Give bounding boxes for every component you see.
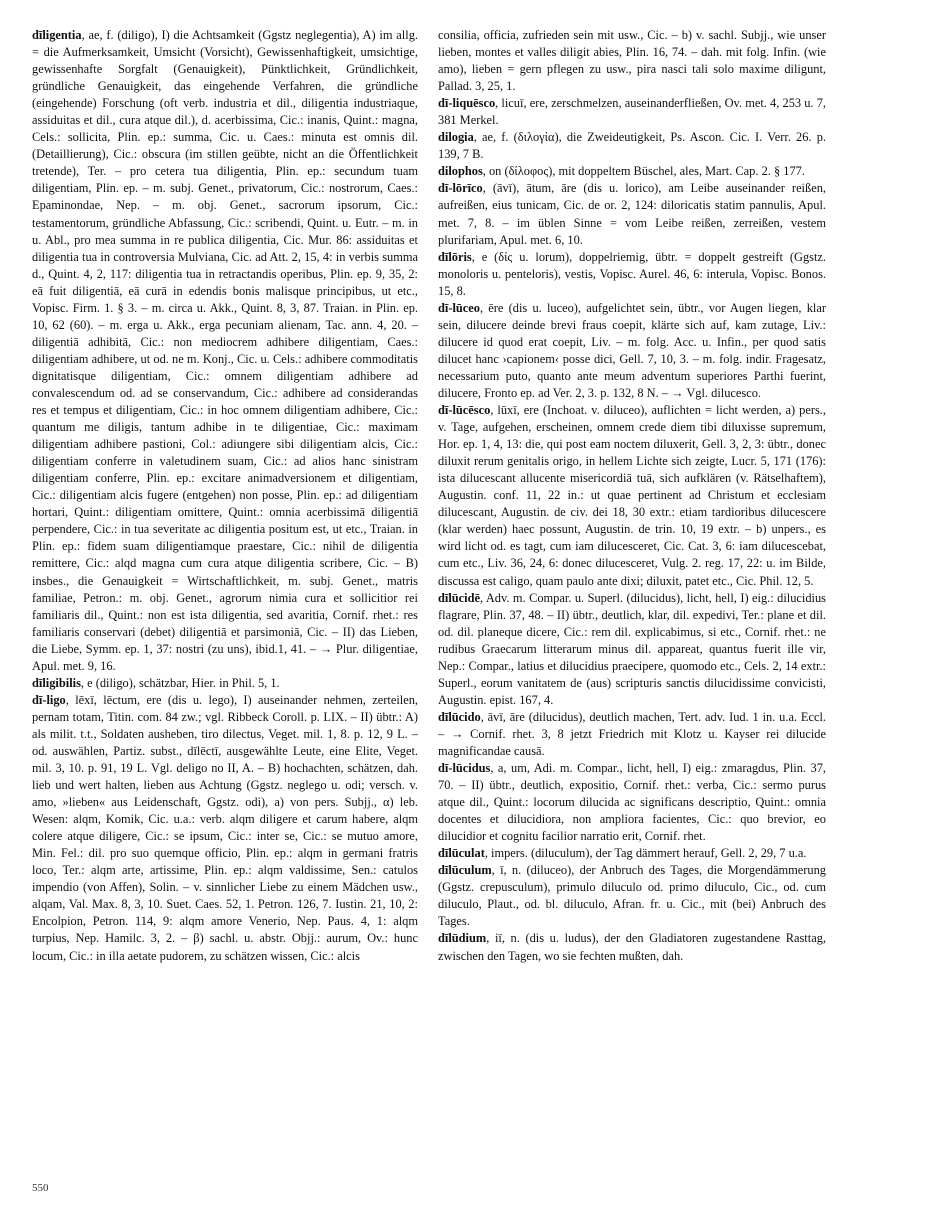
- entry-dilophos: [438, 163, 826, 180]
- entry-text: , ae, f. (διλογία), die Zweideutigkeit, Ps. Ascon. Cic. I. Verr. 26. p. 139, 7 B.: [438, 130, 826, 162]
- entry-text: , ī, n. (diluceo), der Anbruch des Tages, die Morgendämmerung (Ggstz. crepusculum), primulo diluculo od. primo diluculo, Cic., od. cum diluculo, Plaut., od. bl. diluculo, Afran. fr. u. Cic., mit (bei) Anbruch des Tages.: [438, 863, 826, 929]
- entry-text: , impers. (diluculum), der Tag dämmert herauf, Gell. 2, 29, 7 u.a.: [484, 846, 807, 861]
- right-column: [438, 27, 826, 965]
- entry-lemma: dīlūculum: [438, 863, 492, 878]
- entry-text: , e (δίς u. lorum), doppelriemig, übtr. = doppelt gestreift (Ggstz. monoloris u. penteloris), vestis, Vopisc. Aurel. 46, 6: interula, Vopisc. Bonos. 15, 8.: [438, 249, 826, 298]
- entry-diluculat: [438, 845, 826, 862]
- entry-lemma: dīlōris: [438, 249, 472, 264]
- entry-lemma: dī-lūcidus: [438, 761, 491, 776]
- entry-lemma: dīlūculat: [438, 846, 485, 861]
- entry-text: , lūxī, ere (Inchoat. v. diluceo), auflichten = licht werden, a) pers., v. Tage, aufgehen, erscheinen, omnem crede diem tibi diluxisse supremum, Hor. ep. 1, 4, 13: die, qui post eam noctem diluxerit, Gell. 3, 2, 3: übtr., donec diluxit rerum genitalis origo, in hellem Lichte sich zeigte, Lucr. 5, 171 (176): ista dilucescant allucente misericordiā tuā, sich aufklären (v. Rätselhaftem), Augustin. conf. 11, 22 in.: ut quae pertinent ad Christum et ecclesiam dilucescant, Augustin. de civ. dei 18, 30 extr.: etiam tardioribus dilucescere (klar werden) haec possunt, Augustin. de trin. 10, 19 extr. – b) unpers., es wird licht od. es tagt, cum iam dilucesceret, Cic. Cat. 3, 6: iam dilucescebat, cum etc., Liv. 36, 24, 6: donec dilucesceret, Vulg. 2. reg. 17, 22: u. im Bilde, discussa est caligo, quam paulo ante dixi; diluxit, patet etc., Cic. Phil. 12, 5.: [438, 403, 826, 588]
- entry-text: , ae, f. (diligo), I) die Achtsamkeit (Ggstz neglegentia), A) im allg. = die Aufmerksamkeit, Umsicht (Vorsicht), Gewissenhaftigkeit, umsichtige, gewissenhafte Sorgfalt (Genauigkeit), Pünktlichkeit, Gründlichkeit, gründliche Genauigkeit, das eingehende Verfahren, die gründliche (eingehende) Forschung (oft verb. industria et dil., diligentia industriaque, assiduitas et dil., cura atque dil.), d. acerbissima, Cic.: inanis, Quint.: magna, Cels.: sollicita, Plin. ep.: summa, Cic. u. Caes.: minuta est omnis dil. (Detaillierung), Cic.: obscura (im stillen geübte, nicht an die Öffentlichkeit tretende), Ter. – pro cetera tua diligentia, Plin. ep.: secundum tuam diligentiam, Plin. ep. – m. subj. Genet., privatorum, Cic.: nostrorum, Caes.: Epaminondae, Nep. – m. obj. Genet., sacrorum ipsorum, Cic.: testamentorum, gründliche Abfassung, Cic.: scribendi, Quint. u. Eutr. – m. in u. Abl., pro mea summa in re publica diligentia, Cic. Mur. 86: assiduitas et diligentia tua in controversia Mulviana, Cic. ad Att. 2, 15, 4: in verbis summa d., Quint. 4, 2, 117: diligentia tua in retractandis operibus, Plin. ep. 9, 35, 2: eā fuit diligentiā, eā curā in edendis bonis malisque principibus, ut etc., Vopisc. Firm. 1. § 3. – m. circa u. Akk., Quint. 8, 3, 87. Traian. in Plin. ep. 10, 62 (60). – m. erga u. Akk., erga pecuniam alienam, Tac. ann. 4, 20. – diligentiā adhibitā, Cic.: non mediocrem adhibere diligentiam, Caes.: diligentiam adhibere, ut od. ne m. Konj., Cic. u. Cels.: adhibere commoditatis dignitatisque diligentiam, Cic.: omnem diligentiam adhibere ad convalescendum od. ad se conservandum, Cic.: adhibere ad considerandas res et tempus et diligentiam, Cic.: in hoc omnem diligentiam adhibere, Cic.: quantum me diligis, tantum adhibe in te diligentiae, Cic.: maximam diligentiam adhibere pastioni, Col.: adiungere sibi diligentiam alcis, Cic.: diligentiam conferre in valetudinem suam, Cic.: ad alios hanc sinistram diligentiam conferre, Plin. ep.: excitare animadversionem et diligentiam, Cic.: diligentiam alcis fugere (entgehen) non posse, Plin. ep.: ad diligentiam hortari, Quint.: diligentiam omittere, Quint.: omnia acerbissimā diligentiā perpendere, Cic.: in tua severitate ac diligentia positum est, ut etc., Traian. in Plin. ep.: fidem suam diligentiamque praestare, Cic.: nihil de diligentia remittere, Cic.: alqd magna cum cura atque diligentia scribere, Cic. – B) insbes., die Genauigkeit = Wirtschaftlichkeit, m. subj. Genet., matris familiae, Petron.: m. obj. Genet., agrorum nimia cura et sollicitior rei familiaris dil., Quint.: non est ista diligentia, sed avaritia, Cornif. rhet.: res familiaris conservari (debet) diligentiā et parsimoniā, Cic. – II) das Lieben, die Liebe, Symm. ep. 1, 37: nostri (zu uns), ibid.1, 41. – → Plur. diligentiae, Apul. met. 9, 16.: [32, 28, 418, 673]
- entry-di-lorico: [438, 180, 826, 248]
- entry-dilucide: [438, 590, 826, 709]
- entry-di-luceo: [438, 300, 826, 402]
- entry-lemma: dī-ligo: [32, 692, 66, 707]
- entry-text: , on (δίλοφος), mit doppeltem Büschel, ales, Mart. Cap. 2. § 177.: [482, 164, 805, 179]
- entry-continuation: [438, 27, 826, 95]
- entry-text: consilia, officia, zufrieden sein mit usw., Cic. – b) v. sachl. Subjj., wie unser lieben, montes et valles diligit abies, Plin. 16, 74. – dah. mit folg. Infin. (wie amo), lieben = gern pflegen zu usw., pira nasci tali solo maxime diligunt, Pallad. 3, 25, 1.: [438, 28, 826, 94]
- entry-lemma: dīligibilis: [32, 675, 81, 690]
- entry-text: , iī, n. (dis u. ludus), der den Gladiatoren zugestandene Rasttag, zwischen den Tagen, wo sie fechten mußten, dah.: [438, 931, 826, 963]
- entry-text: , licuī, ere, zerschmelzen, auseinanderfließen, Ov. met. 4, 253 u. 7, 381 Merkel.: [438, 96, 826, 128]
- page-number: 550: [32, 1182, 49, 1194]
- entry-text: , āvī, āre (dilucidus), deutlich machen, Tert. adv. Iud. 1 in. u.a. Eccl. – → Cornif. rhet. 3, 8 jetzt Friedrich mit Klotz u. Kayser rei dilucide magnificandae causā.: [438, 709, 826, 758]
- entry-text: , Adv. m. Compar. u. Superl. (dilucidus), licht, hell, I) eig.: dilucidius flagrare, Plin. 37, 48. – II) übtr., deutlich, klar, dil. expedivi, Ter.: plane et dil. od. dil. planeque dicere, Cic.: rem dil. explicabimus, si etc., Cornif. rhet.: ne rudibus Graecarum litterarum minus dil. appareat, quantus fuerit ille vir, Nep.: Compar., latius et dilucidius praecipere, quomodo etc., Cels. 2, 14 extr.: Superl., eorum vanitatem de (aus) scripturis sanctis dilucidissime convicisti, Augustin. epist. 167, 4.: [438, 590, 826, 707]
- entry-di-lucesco: [438, 402, 826, 590]
- entry-di-lucidus: [438, 760, 826, 845]
- entry-lemma: dī-lōrīco: [438, 181, 483, 196]
- entry-di-ligo: [32, 692, 418, 965]
- entry-dilucido: [438, 709, 826, 760]
- entry-lemma: dilophos: [438, 164, 483, 179]
- entry-diligibilis: [32, 675, 418, 692]
- entry-diludium: [438, 930, 826, 964]
- entry-lemma: dīligentia: [32, 28, 82, 42]
- entry-text: , e (diligo), schätzbar, Hier. in Phil. 5, 1.: [80, 675, 280, 690]
- entry-text: , (āvī), ātum, āre (dis u. lorico), am Leibe auseinander reißen, aufreißen, eius tunicam, Cic. de or. 2, 124: diloricatis statim pannulis, Apul. met. 7, 8. – im üblen Sinne = vom Leibe reißen, zerreißen, vestem plurifariam, Apul. met. 6, 10.: [438, 181, 826, 247]
- entry-di-liquesco: [438, 95, 826, 129]
- entry-text: , ēre (dis u. luceo), aufgelichtet sein, übtr., vor Augen liegen, klar sein, dilucere deinde brevi fraus coepit, klärte sich auf, kam zutage, Liv.: dilucere id quod erat coepit, Liv. – m. folg. Acc. u. Infin., per quod satis dilucet hanc ›capionem‹ posse dici, Gell. 7, 10, 3. – m. folg. indir. Fragesatz, necessarium puto, quanto ante meum adventum superiores Parthi fuerint, dilucere, Fronto ep. ad Ver. 2, 3. p. 132, 8 N. – → Vgl. dilucesco.: [438, 300, 826, 400]
- entry-lemma: dī-lūcēsco: [438, 403, 491, 418]
- entry-diluculum: [438, 862, 826, 930]
- entry-diligentia: [32, 27, 418, 675]
- entry-lemma: dilogia: [438, 130, 474, 145]
- entry-diloris: [438, 249, 826, 300]
- entry-lemma: dīlūcido: [438, 709, 481, 724]
- entry-lemma: dī-liquēsco: [438, 96, 496, 111]
- entry-lemma: dīlūcidē: [438, 590, 480, 605]
- entry-text: , a, um, Adi. m. Compar., licht, hell, I) eig.: zmaragdus, Plin. 37, 70. – II) übtr., deutlich, expositio, Cornif. rhet.: verba, Cic.: sermo purus atque dil., Quint.: locorum dilucida ac significans descriptio, Quint.: omnia docentes et dilucidiora, non ampliora facientes, Cic.: quo brevior, eo dilucidior et cognitu facilior narratio erit, Cornif. rhet.: [438, 761, 826, 844]
- entry-lemma: dī-lūceo: [438, 300, 480, 315]
- left-column: [32, 27, 418, 965]
- entry-dilogia: [438, 129, 826, 163]
- entry-text: , lēxī, lēctum, ere (dis u. lego), I) auseinander nehmen, zerteilen, pernam totam, Titin. com. 84 zw.; vgl. Ribbeck Coroll. p. LIX. – II) übtr.: A) als milit. t.t., Soldaten ausheben, tiro dilectus, Veget. mil. 1, 8. p. 12, 9 L. – od. auswählen, Partiz. subst., dīlēctī, ausgewählte Leute, eine Elite, Veget. mil. 3, 10. p. 91, 19 L. Vgl. deligo no II, A. – B) hochachten, schätzen, dah. lieb und wert halten, lieben aus Achtung (Ggstz. neglego u. odi; versch. v. amo, »lieben« aus Leidenschaft, Ggstz. odi), a) von pers. Subjj., α) leb. Wesen: alqm, Komik, Cic. u.a.: verb. alqm diligere et carum habere, alqm colere atque diligere, Cic.: se ipsum, Cic.: inter se, Cic.: se mutuo amore, Min. Fel.: dil. pro suo quemque officio, Plin. ep.: alqm in germani fratris loco, Ter.: alqm arte, artissime, Plin. ep.: alqm valdissime, Sen.: catulos impendio (von Affen), Solin. – v. sinnlicher Liebe zu einem Mädchen usw., alqam, Val. Max. 8, 3, 10. Suet. Caes. 52, 1. Petron. 126, 7. Iustin. 21, 10, 2: Encolpion, Petron. 114, 9: alqm amore Venerio, Nep. Paus. 4, 1: alqm turpius, Nep. Hamilc. 3, 2. – β) sachl. u. abstr. Objj.: aurum, Ov.: hunc locum, Cic.: in illa aetate pudorem, zu schätzen wissen, Cic.: alcis: [32, 692, 418, 963]
- entry-lemma: dīlūdium: [438, 931, 487, 946]
